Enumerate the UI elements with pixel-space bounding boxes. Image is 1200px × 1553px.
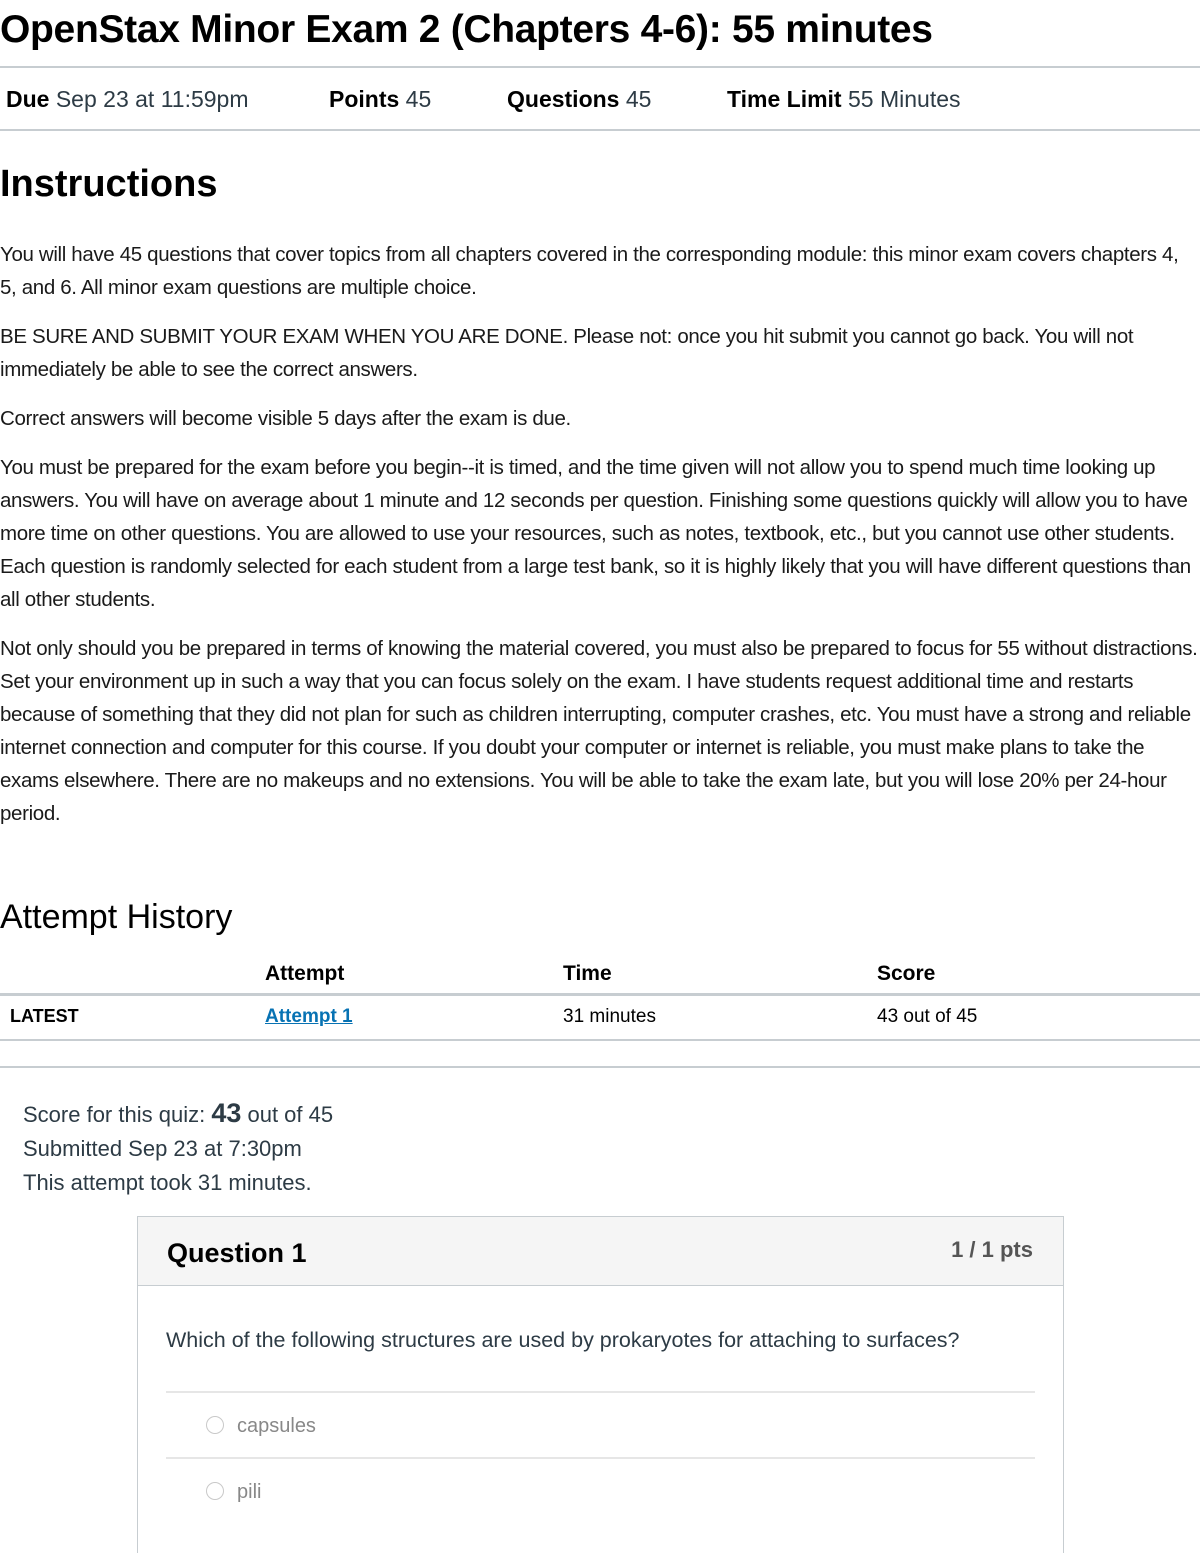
time-limit-value: 55 Minutes xyxy=(848,86,961,112)
submitted-at: Submitted Sep 23 at 7:30pm xyxy=(23,1136,302,1161)
table-row xyxy=(0,996,1200,1041)
time-limit xyxy=(727,86,961,113)
due-label: Due xyxy=(6,86,50,112)
divider xyxy=(0,1066,1200,1068)
quiz-meta-bar xyxy=(0,66,1200,131)
time-limit-label: Time Limit xyxy=(727,86,842,112)
question-text: Which of the following structures are used by prokaryotes for attaching to surfaces? xyxy=(166,1328,960,1352)
score-value: 43 xyxy=(211,1098,242,1128)
answer-label: pili xyxy=(237,1481,262,1503)
radio-button[interactable] xyxy=(206,1416,224,1434)
due-date xyxy=(6,86,249,113)
points-value: 45 xyxy=(405,86,432,112)
points-label: Points xyxy=(329,86,400,112)
due-value: Sep 23 at 11:59pm xyxy=(55,86,249,112)
attempt-link[interactable]: Attempt 1 xyxy=(265,1006,353,1027)
quiz-score xyxy=(23,1096,333,1132)
score-prefix: Score for this quiz: xyxy=(23,1102,206,1127)
attempt-time: 31 minutes xyxy=(563,1006,656,1027)
column-header-score: Score xyxy=(877,962,936,985)
column-header-time: Time xyxy=(563,962,612,985)
question-card xyxy=(137,1216,1064,1553)
answer-option[interactable] xyxy=(166,1391,1035,1457)
latest-tag: LATEST xyxy=(10,1006,79,1026)
attempt-score: 43 out of 45 xyxy=(877,1006,978,1027)
question-count xyxy=(507,86,651,113)
instructions-paragraph: Not only should you be prepared in terms of knowing the material covered, you must also be prepared to focus for 55 without distractions. Set your environment up in such a way that you can focus solely on the exam. I have students request additional time and restarts because of something that they did not plan for such as children interrupting, computer crashes, etc. You must have a strong and reliable internet connection and computer for this course. If you doubt your computer or internet is reliable, you must make plans to take the exams elsewhere. There are no makeups and no extensions. You will be able to take the exam late, but you will lose 20% per 24-hour period. xyxy=(0,637,1198,825)
points xyxy=(329,86,431,113)
question-title: Question 1 xyxy=(167,1238,307,1268)
score-summary xyxy=(23,1096,333,1200)
answer-label: capsules xyxy=(237,1415,316,1437)
table-header xyxy=(0,952,1200,996)
instructions-heading: Instructions xyxy=(0,163,218,205)
radio-button[interactable] xyxy=(206,1482,224,1500)
instructions-paragraph: You will have 45 questions that cover topics from all chapters covered in the corresponding module: this minor exam covers chapters 4, 5, and 6. All minor exam questions are multiple choice. xyxy=(0,243,1179,299)
questions-value: 45 xyxy=(625,86,652,112)
attempt-duration: This attempt took 31 minutes. xyxy=(23,1170,312,1195)
page-title: OpenStax Minor Exam 2 (Chapters 4-6): 55 minutes xyxy=(0,8,933,51)
instructions-paragraph: You must be prepared for the exam before you begin--it is timed, and the time given will not allow you to spend much time looking up answers. You will have on average about 1 minute and 12 seconds per question. Finishing some questions quickly will allow you to have more time on other questions. You are allowed to use your resources, such as notes, textbook, etc., but you cannot use other students. Each question is randomly selected for each student from a large test bank, so it is highly likely that you will have different questions than all other students. xyxy=(0,456,1191,611)
attempt-history-heading: Attempt History xyxy=(0,898,233,936)
question-points: 1 / 1 pts xyxy=(951,1237,1033,1262)
column-header-attempt: Attempt xyxy=(265,962,345,985)
questions-label: Questions xyxy=(507,86,620,112)
answer-option[interactable] xyxy=(166,1457,1035,1523)
score-suffix: out of 45 xyxy=(247,1102,334,1127)
instructions-paragraph: BE SURE AND SUBMIT YOUR EXAM WHEN YOU ARE DONE. Please not: once you hit submit you cannot go back. You will not immediately be able to see the correct answers. xyxy=(0,325,1134,381)
question-header xyxy=(138,1217,1063,1286)
instructions-paragraph: Correct answers will become visible 5 days after the exam is due. xyxy=(0,407,571,430)
attempt-history-table xyxy=(0,952,1200,1041)
